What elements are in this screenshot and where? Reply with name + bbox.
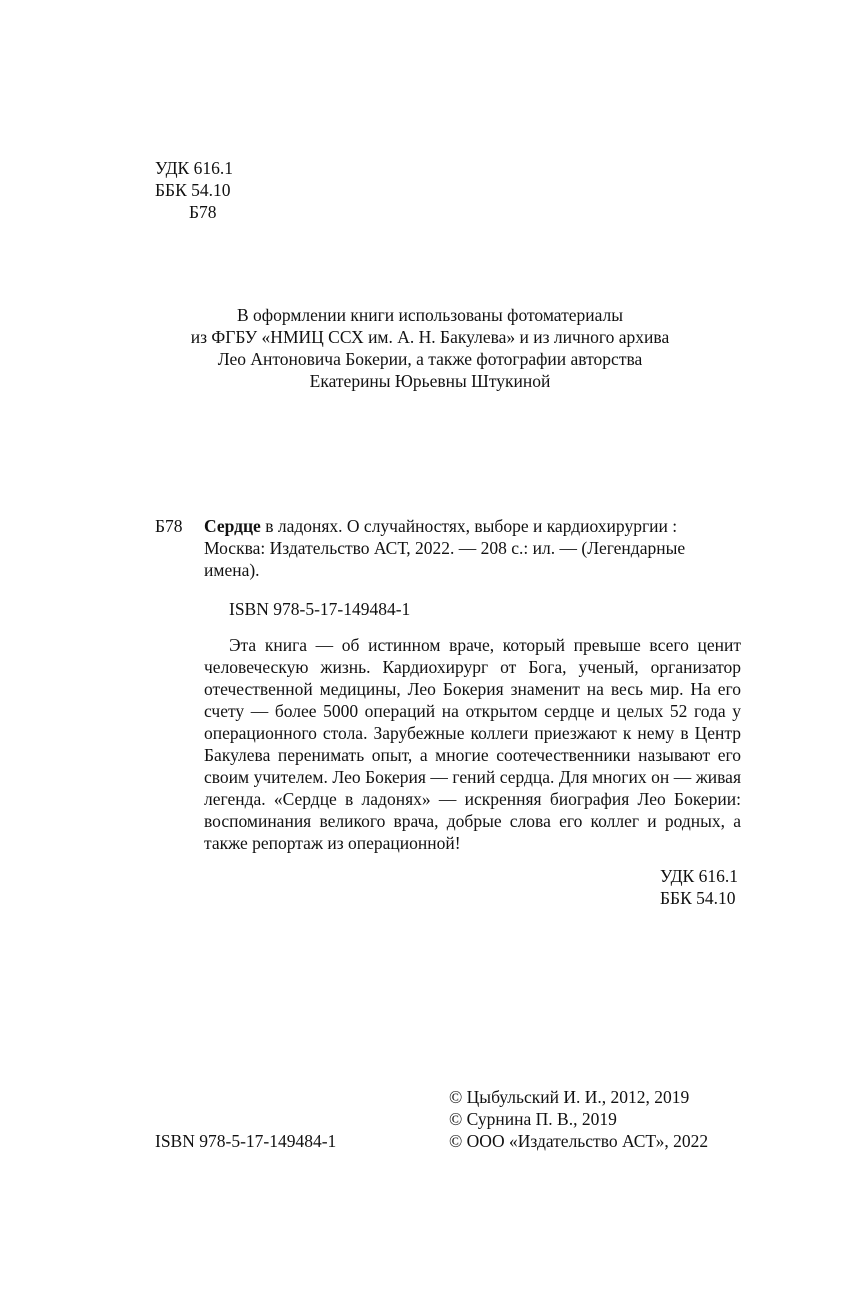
copyright-line: © ООО «Издательство АСТ», 2022	[449, 1131, 709, 1151]
isbn-record: ISBN 978-5-17-149484-1	[229, 599, 411, 619]
copyright-line: © Сурнина П. В., 2019	[449, 1109, 617, 1129]
photo-credits-line: Лео Антоновича Бокерии, а также фотографии авторства	[217, 349, 643, 369]
photo-credits-line: Екатерины Юрьевны Штукиной	[309, 371, 551, 391]
classification-codes-top	[155, 157, 233, 223]
isbn-bottom: ISBN 978-5-17-149484-1	[155, 1131, 337, 1151]
bbk-code: ББК 54.10	[155, 180, 231, 200]
copyright-line: © Цыбульский И. И., 2012, 2019	[449, 1087, 690, 1107]
bib-title-lead: Сердце	[204, 516, 261, 536]
photo-credits-line: В оформлении книги использованы фотоматериалы	[236, 305, 624, 325]
photo-credits-line: из ФГБУ «НМИЦ ССХ им. А. Н. Бакулева» и из личного архива	[190, 327, 670, 347]
bib-author-mark: Б78	[155, 516, 183, 536]
annotation	[204, 634, 741, 854]
photo-credits	[140, 304, 720, 392]
annotation-text: Эта книга — об истинном враче, который превыше всего ценит человеческую жизнь. Кардиохирург от Бога, ученый, организатор отечественной медицины, Лео Бокерия знаменит на весь мир. На его счету — более 5000 операций на открытом сердце и целых 52 года у операционного стола. Зарубежные коллеги приезжают к нему в Центр Бакулева перенимать опыт, а многие соотечественники называют его своим учителем. Лео Бокерия — гений сердца. Для многих он — живая легенда. «Сердце в ладонях» — искренняя биография Лео Бокерии: воспоминания великого врача, добрые слова его коллег и родных, а также репортаж из операционной!	[204, 635, 741, 853]
copyright-block	[449, 1086, 708, 1152]
udk-code: УДК 616.1	[660, 866, 738, 886]
bbk-code: ББК 54.10	[660, 888, 736, 908]
classification-codes-bottom	[660, 865, 738, 909]
bibliographic-record	[204, 515, 741, 581]
author-mark: Б78	[189, 202, 217, 222]
udk-code: УДК 616.1	[155, 158, 233, 178]
bib-title-rest: в ладонях. О случайностях, выборе и кардиохирургии : Москва: Издательство АСТ, 2022. — 208 с.: ил. — (Легендарные имена).	[204, 516, 686, 580]
